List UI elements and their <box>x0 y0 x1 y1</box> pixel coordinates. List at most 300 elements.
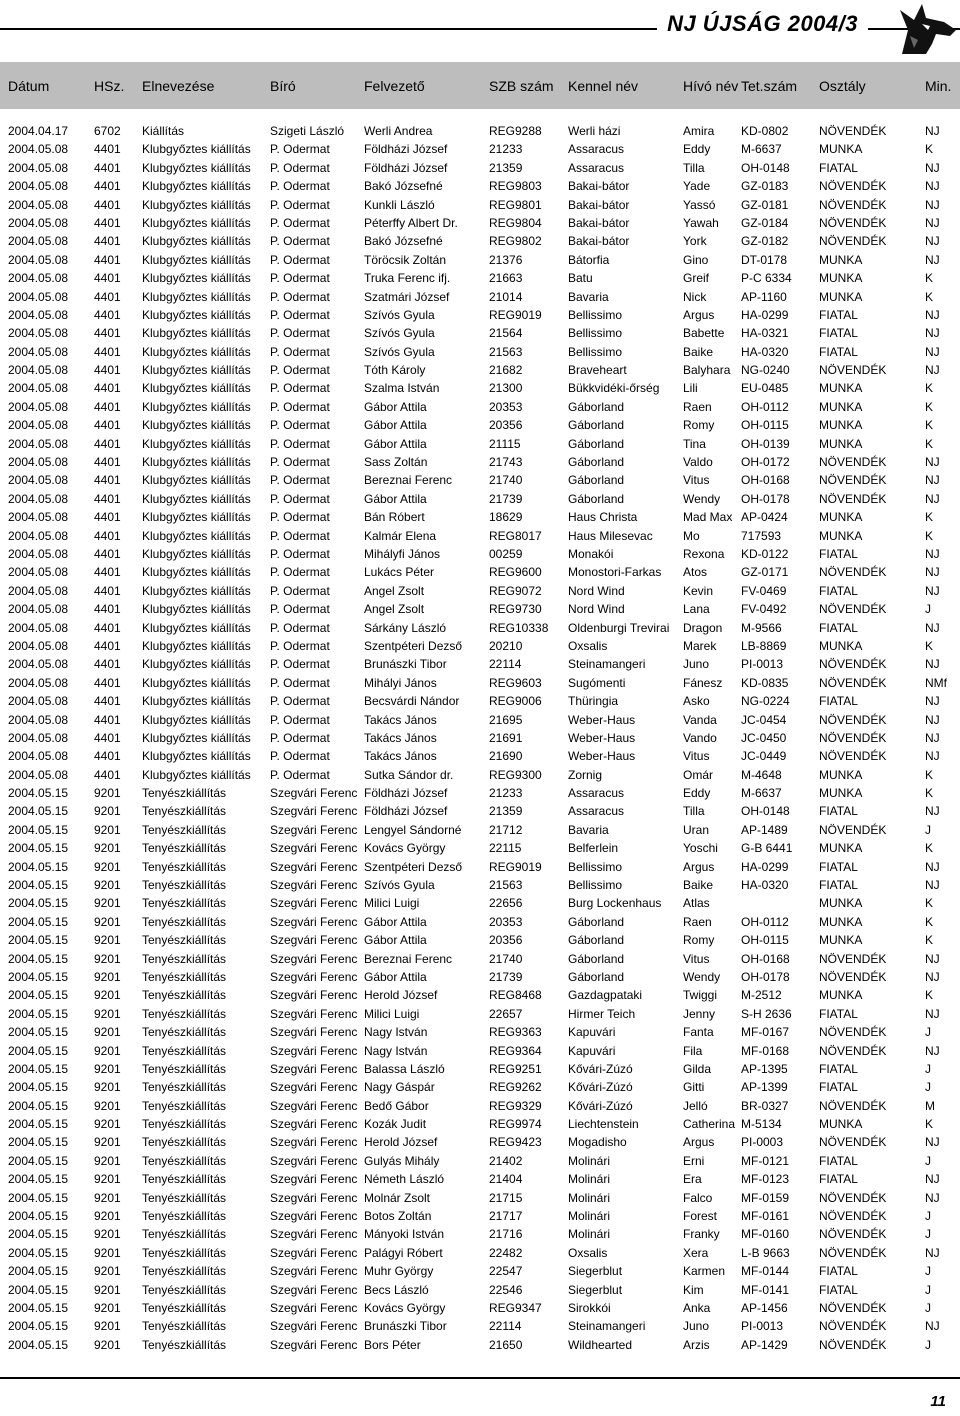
cell-handler: Angel Zsolt <box>364 583 425 598</box>
cell-rating: J <box>925 1080 931 1095</box>
cell-class: NÖVENDÉK <box>819 1301 887 1315</box>
cell-date: 2004.05.08 <box>8 565 69 580</box>
cell-tattoo: HA-0299 <box>741 859 789 874</box>
col-header-event: Elnevezése <box>142 78 215 94</box>
cell-tattoo: OH-0148 <box>741 160 790 175</box>
col-header-handler: Felvezető <box>364 78 425 94</box>
col-header-tattoo: Tet.szám <box>741 78 798 94</box>
cell-szb: 21712 <box>489 822 523 837</box>
cell-callname: Babette <box>683 326 725 341</box>
col-header-kennel: Kennel név <box>568 78 639 94</box>
cell-hsz: 9201 <box>94 786 121 801</box>
cell-callname: Vanda <box>683 712 717 727</box>
cell-hsz: 9201 <box>94 1227 121 1242</box>
cell-callname: Yoschi <box>683 841 718 856</box>
cell-callname: Raen <box>683 399 712 414</box>
cell-judge: P. Odermat <box>270 436 330 451</box>
cell-hsz: 9201 <box>94 1264 121 1279</box>
cell-tattoo: KD-0802 <box>741 124 789 138</box>
cell-date: 2004.05.15 <box>8 1080 69 1095</box>
cell-callname: Catherina <box>683 1117 736 1132</box>
table-row <box>0 288 960 306</box>
cell-class: NÖVENDÉK <box>819 951 887 966</box>
german-shepherd-head-icon <box>892 0 960 56</box>
cell-handler: Milici Luigi <box>364 1006 420 1021</box>
cell-hsz: 9201 <box>94 1117 121 1132</box>
cell-rating: NJ <box>925 859 940 874</box>
cell-date: 2004.05.15 <box>8 878 69 893</box>
cell-tattoo: MF-0168 <box>741 1043 790 1058</box>
table-row <box>0 858 960 876</box>
masthead <box>0 0 960 58</box>
cell-rating: NJ <box>925 620 940 635</box>
cell-hsz: 4401 <box>94 160 121 175</box>
cell-tattoo: BR-0327 <box>741 1098 789 1113</box>
cell-rating: K <box>925 381 934 396</box>
cell-hsz: 9201 <box>94 951 121 966</box>
cell-rating: K <box>925 638 934 653</box>
table-row <box>0 508 960 526</box>
cell-rating: J <box>925 822 931 837</box>
cell-tattoo: AP-0424 <box>741 510 788 525</box>
table-row <box>0 766 960 784</box>
cell-szb: REG9251 <box>489 1061 542 1076</box>
cell-kennel: Bükkvidéki-őrség <box>568 381 660 396</box>
cell-date: 2004.05.15 <box>8 1025 69 1040</box>
cell-class: NÖVENDÉK <box>819 1043 887 1058</box>
cell-callname: Arzis <box>683 1337 710 1352</box>
cell-szb: REG9364 <box>489 1043 542 1058</box>
cell-szb: 21740 <box>489 951 523 966</box>
cell-date: 2004.05.15 <box>8 1245 69 1260</box>
cell-handler: Lukács Péter <box>364 565 435 580</box>
col-header-callname: Hívó név <box>683 78 739 94</box>
cell-date: 2004.05.08 <box>8 252 69 267</box>
cell-rating: NJ <box>925 252 940 267</box>
cell-judge: Szegvári Ferenc <box>270 951 358 966</box>
cell-callname: Vitus <box>683 473 710 488</box>
cell-kennel: Sugómenti <box>568 675 626 690</box>
cell-class: NÖVENDÉK <box>819 455 887 470</box>
cell-rating: K <box>925 914 934 929</box>
cell-hsz: 9201 <box>94 1245 121 1260</box>
cell-class: MUNKA <box>819 1117 863 1132</box>
cell-rating: NJ <box>925 730 940 745</box>
cell-class: NÖVENDÉK <box>819 1209 887 1224</box>
cell-class: FIATAL <box>819 1282 858 1297</box>
cell-date: 2004.05.08 <box>8 583 69 598</box>
cell-class: NÖVENDÉK <box>819 215 887 230</box>
cell-judge: Szegvári Ferenc <box>270 1245 358 1260</box>
cell-judge: P. Odermat <box>270 546 330 561</box>
cell-handler: Gábor Attila <box>364 491 427 506</box>
cell-rating: NJ <box>925 1006 940 1021</box>
cell-date: 2004.05.08 <box>8 767 69 782</box>
page-number: 11 <box>930 1393 946 1410</box>
cell-judge: P. Odermat <box>270 638 330 653</box>
cell-class: MUNKA <box>819 914 863 929</box>
cell-event: Klubgyőztes kiállítás <box>142 326 251 341</box>
table-row <box>0 747 960 765</box>
cell-hsz: 4401 <box>94 767 121 782</box>
cell-callname: Uran <box>683 822 710 837</box>
col-header-rating: Min. <box>925 78 952 94</box>
cell-handler: Molnár Zsolt <box>364 1190 431 1205</box>
cell-event: Tenyészkiállítás <box>142 1245 227 1260</box>
cell-rating: NJ <box>925 491 940 506</box>
cell-event: Tenyészkiállítás <box>142 1301 227 1315</box>
cell-szb: REG9006 <box>489 694 542 709</box>
cell-callname: Gino <box>683 252 709 267</box>
cell-rating: NMf <box>925 675 947 690</box>
cell-judge: P. Odermat <box>270 234 330 249</box>
cell-class: MUNKA <box>819 933 863 948</box>
cell-class: NÖVENDÉK <box>819 1227 887 1242</box>
cell-rating: K <box>925 510 934 525</box>
cell-judge: Szegvári Ferenc <box>270 1061 358 1076</box>
cell-date: 2004.05.15 <box>8 1135 69 1150</box>
cell-callname: Rexona <box>683 546 725 561</box>
cell-hsz: 9201 <box>94 914 121 929</box>
cell-tattoo: AP-1399 <box>741 1080 788 1095</box>
cell-judge: Szigeti László <box>270 124 345 138</box>
cell-szb: REG9803 <box>489 179 542 194</box>
cell-kennel: Gáborland <box>568 418 625 433</box>
cell-callname: Mad Max <box>683 510 733 525</box>
table-row <box>0 122 960 140</box>
cell-kennel: Steinamangeri <box>568 657 646 672</box>
cell-szb: 22656 <box>489 896 523 911</box>
cell-hsz: 9201 <box>94 969 121 984</box>
table-row <box>0 159 960 177</box>
cell-hsz: 9201 <box>94 1043 121 1058</box>
cell-callname: Forest <box>683 1209 718 1224</box>
cell-date: 2004.05.08 <box>8 418 69 433</box>
cell-tattoo: LB-8869 <box>741 638 787 653</box>
cell-rating: NJ <box>925 363 940 378</box>
cell-date: 2004.05.15 <box>8 1190 69 1205</box>
cell-handler: Becs László <box>364 1282 429 1297</box>
cell-kennel: Bakai-bátor <box>568 179 630 194</box>
cell-rating: NJ <box>925 1043 940 1058</box>
cell-event: Tenyészkiállítás <box>142 1025 227 1040</box>
table-row <box>0 1225 960 1243</box>
cell-kennel: Werli házi <box>568 124 621 138</box>
cell-callname: Twiggi <box>683 988 718 1003</box>
cell-szb: 21695 <box>489 712 523 727</box>
cell-szb: REG9423 <box>489 1135 542 1150</box>
cell-date: 2004.05.08 <box>8 271 69 286</box>
cell-rating: J <box>925 1025 931 1040</box>
cell-rating: NJ <box>925 969 940 984</box>
cell-class: NÖVENDÉK <box>819 1098 887 1113</box>
cell-tattoo: HA-0321 <box>741 326 789 341</box>
cell-judge: P. Odermat <box>270 694 330 709</box>
cell-hsz: 9201 <box>94 1190 121 1205</box>
cell-callname: Tina <box>683 436 706 451</box>
cell-handler: Brunászki Tibor <box>364 657 447 672</box>
cell-handler: Bereznai Ferenc <box>364 951 453 966</box>
cell-handler: Kozák Judit <box>364 1117 427 1132</box>
cell-rating: K <box>925 142 934 157</box>
table-row <box>0 619 960 637</box>
cell-kennel: Weber-Haus <box>568 730 636 745</box>
cell-event: Tenyészkiállítás <box>142 933 227 948</box>
cell-class: FIATAL <box>819 160 858 175</box>
cell-szb: 21715 <box>489 1190 523 1205</box>
cell-hsz: 9201 <box>94 1098 121 1113</box>
cell-class: MUNKA <box>819 510 863 525</box>
cell-szb: REG9019 <box>489 859 542 874</box>
cell-hsz: 4401 <box>94 363 121 378</box>
cell-szb: 21563 <box>489 878 523 893</box>
cell-tattoo: PI-0013 <box>741 657 784 672</box>
cell-hsz: 4401 <box>94 730 121 745</box>
cell-judge: Szegvári Ferenc <box>270 804 358 819</box>
cell-rating: J <box>925 1153 931 1168</box>
cell-handler: Szívós Gyula <box>364 878 435 893</box>
cell-event: Klubgyőztes kiállítás <box>142 179 251 194</box>
cell-class: FIATAL <box>819 804 858 819</box>
cell-szb: 21233 <box>489 786 523 801</box>
cell-date: 2004.05.08 <box>8 657 69 672</box>
cell-szb: 22114 <box>489 1319 522 1334</box>
cell-kennel: Assaracus <box>568 160 625 175</box>
cell-kennel: Assaracus <box>568 142 625 157</box>
cell-kennel: Bavaria <box>568 822 609 837</box>
cell-event: Klubgyőztes kiállítás <box>142 546 251 561</box>
cell-handler: Kovács György <box>364 1301 446 1315</box>
cell-hsz: 9201 <box>94 1301 121 1315</box>
cell-judge: P. Odermat <box>270 712 330 727</box>
table-row <box>0 600 960 618</box>
cell-judge: Szegvári Ferenc <box>270 1319 358 1334</box>
cell-tattoo: GZ-0182 <box>741 234 789 249</box>
cell-szb: 21014 <box>489 289 523 304</box>
cell-szb: 21740 <box>489 473 523 488</box>
cell-szb: 21691 <box>489 730 523 745</box>
cell-hsz: 6702 <box>94 124 121 138</box>
cell-szb: 00259 <box>489 546 523 561</box>
cell-date: 2004.05.15 <box>8 1117 69 1132</box>
cell-szb: 21682 <box>489 363 523 378</box>
cell-kennel: Mogadisho <box>568 1135 627 1150</box>
cell-rating: NJ <box>925 712 940 727</box>
cell-callname: Valdo <box>683 455 713 470</box>
cell-tattoo: GZ-0184 <box>741 215 789 230</box>
cell-rating: K <box>925 271 934 286</box>
cell-callname: Era <box>683 1172 702 1187</box>
col-header-date: Dátum <box>8 78 50 94</box>
cell-date: 2004.05.08 <box>8 602 69 617</box>
cell-kennel: Bavaria <box>568 289 609 304</box>
cell-event: Tenyészkiállítás <box>142 1006 227 1021</box>
cell-hsz: 4401 <box>94 307 121 322</box>
cell-kennel: Molinári <box>568 1209 611 1224</box>
cell-date: 2004.05.15 <box>8 1227 69 1242</box>
cell-kennel: Monostori-Farkas <box>568 565 662 580</box>
cell-handler: Gábor Attila <box>364 914 427 929</box>
cell-class: MUNKA <box>819 988 863 1003</box>
cell-tattoo: KD-0122 <box>741 546 789 561</box>
cell-judge: Szegvári Ferenc <box>270 1153 358 1168</box>
table-row <box>0 1097 960 1115</box>
cell-hsz: 4401 <box>94 638 121 653</box>
cell-callname: York <box>683 234 707 249</box>
cell-judge: P. Odermat <box>270 326 330 341</box>
cell-kennel: Gáborland <box>568 399 625 414</box>
cell-class: NÖVENDÉK <box>819 124 887 138</box>
cell-judge: Szegvári Ferenc <box>270 1172 358 1187</box>
cell-judge: P. Odermat <box>270 528 330 543</box>
cell-class: MUNKA <box>819 841 863 856</box>
cell-kennel: Bakai-bátor <box>568 197 630 212</box>
cell-event: Klubgyőztes kiállítás <box>142 712 251 727</box>
cell-judge: Szegvári Ferenc <box>270 1135 358 1150</box>
cell-rating: K <box>925 841 934 856</box>
cell-class: FIATAL <box>819 694 858 709</box>
results-table <box>0 122 960 1354</box>
cell-callname: Gilda <box>683 1061 712 1076</box>
cell-class: FIATAL <box>819 583 858 598</box>
cell-rating: NJ <box>925 197 940 212</box>
cell-event: Klubgyőztes kiállítás <box>142 252 251 267</box>
cell-event: Klubgyőztes kiállítás <box>142 694 251 709</box>
cell-handler: Földházi József <box>364 786 448 801</box>
cell-event: Tenyészkiállítás <box>142 1282 227 1297</box>
cell-class: MUNKA <box>819 142 863 157</box>
cell-hsz: 4401 <box>94 675 121 690</box>
cell-kennel: Kővári-Zúzó <box>568 1061 633 1076</box>
cell-kennel: Bellissimo <box>568 344 623 359</box>
cell-hsz: 4401 <box>94 326 121 341</box>
cell-class: MUNKA <box>819 289 863 304</box>
cell-tattoo: JC-0449 <box>741 749 787 764</box>
cell-kennel: Monakói <box>568 546 614 561</box>
cell-hsz: 9201 <box>94 1135 121 1150</box>
cell-judge: Szegvári Ferenc <box>270 969 358 984</box>
cell-handler: Bedő Gábor <box>364 1098 429 1113</box>
cell-rating: J <box>925 1209 931 1224</box>
cell-tattoo: FV-0492 <box>741 602 787 617</box>
table-row <box>0 1317 960 1335</box>
cell-tattoo: OH-0172 <box>741 455 790 470</box>
cell-handler: Truka Ferenc ifj. <box>364 271 451 286</box>
cell-kennel: Oxsalis <box>568 638 608 653</box>
cell-handler: Péterffy Albert Dr. <box>364 215 458 230</box>
cell-szb: REG9802 <box>489 234 542 249</box>
cell-kennel: Kapuvári <box>568 1025 616 1040</box>
cell-szb: 22482 <box>489 1245 523 1260</box>
cell-hsz: 4401 <box>94 436 121 451</box>
cell-hsz: 4401 <box>94 491 121 506</box>
cell-handler: Bakó Józsefné <box>364 234 443 249</box>
cell-hsz: 4401 <box>94 197 121 212</box>
cell-tattoo: GZ-0183 <box>741 179 789 194</box>
cell-class: NÖVENDÉK <box>819 657 887 672</box>
cell-tattoo: OH-0148 <box>741 804 790 819</box>
cell-hsz: 9201 <box>94 1025 121 1040</box>
table-header <box>0 62 960 109</box>
cell-kennel: Liechtenstein <box>568 1117 639 1132</box>
cell-szb: 21739 <box>489 969 523 984</box>
cell-event: Klubgyőztes kiállítás <box>142 307 251 322</box>
cell-szb: REG9262 <box>489 1080 542 1095</box>
cell-kennel: Nord Wind <box>568 583 625 598</box>
cell-handler: Mihályi János <box>364 675 437 690</box>
cell-rating: NJ <box>925 657 940 672</box>
cell-event: Klubgyőztes kiállítás <box>142 215 251 230</box>
cell-judge: P. Odermat <box>270 399 330 414</box>
cell-class: NÖVENDÉK <box>819 730 887 745</box>
cell-tattoo: OH-0112 <box>741 399 789 414</box>
cell-class: NÖVENDÉK <box>819 491 887 506</box>
table-row <box>0 1299 960 1317</box>
cell-hsz: 9201 <box>94 1153 121 1168</box>
cell-class: NÖVENDÉK <box>819 1135 887 1150</box>
cell-hsz: 9201 <box>94 859 121 874</box>
table-row <box>0 1042 960 1060</box>
cell-callname: Argus <box>683 1135 715 1150</box>
cell-rating: NJ <box>925 565 940 580</box>
cell-tattoo: M-4648 <box>741 767 782 782</box>
cell-callname: Yade <box>683 179 711 194</box>
table-row <box>0 196 960 214</box>
cell-event: Klubgyőztes kiállítás <box>142 197 251 212</box>
cell-kennel: Gazdagpataki <box>568 988 643 1003</box>
cell-tattoo: OH-0139 <box>741 436 790 451</box>
col-header-szb: SZB szám <box>489 78 554 94</box>
cell-hsz: 9201 <box>94 1006 121 1021</box>
cell-judge: Szegvári Ferenc <box>270 896 358 911</box>
cell-tattoo: 717593 <box>741 528 782 543</box>
cell-class: NÖVENDÉK <box>819 712 887 727</box>
cell-tattoo: MF-0144 <box>741 1264 790 1279</box>
cell-event: Tenyészkiállítás <box>142 896 227 911</box>
cell-hsz: 9201 <box>94 933 121 948</box>
cell-callname: Vando <box>683 730 717 745</box>
cell-callname: Romy <box>683 933 715 948</box>
cell-judge: P. Odermat <box>270 565 330 580</box>
cell-kennel: Siegerblut <box>568 1282 623 1297</box>
cell-rating: NJ <box>925 215 940 230</box>
cell-event: Tenyészkiállítás <box>142 1153 227 1168</box>
cell-kennel: Burg Lockenhaus <box>568 896 662 911</box>
cell-rating: K <box>925 436 934 451</box>
cell-kennel: Gáborland <box>568 933 625 948</box>
table-row <box>0 398 960 416</box>
cell-class: NÖVENDÉK <box>819 675 887 690</box>
cell-event: Klubgyőztes kiállítás <box>142 602 251 617</box>
cell-kennel: Molinári <box>568 1190 611 1205</box>
table-row <box>0 1115 960 1133</box>
cell-event: Tenyészkiállítás <box>142 1227 227 1242</box>
cell-event: Tenyészkiállítás <box>142 1135 227 1150</box>
cell-callname: Fila <box>683 1043 703 1058</box>
cell-class: MUNKA <box>819 399 863 414</box>
table-row <box>0 655 960 673</box>
cell-handler: Gábor Attila <box>364 436 427 451</box>
cell-callname: Erni <box>683 1153 705 1168</box>
cell-judge: P. Odermat <box>270 160 330 175</box>
cell-judge: P. Odermat <box>270 179 330 194</box>
cell-date: 2004.05.15 <box>8 969 69 984</box>
cell-event: Klubgyőztes kiállítás <box>142 455 251 470</box>
cell-handler: Kovács György <box>364 841 446 856</box>
cell-hsz: 4401 <box>94 565 121 580</box>
cell-event: Tenyészkiállítás <box>142 1117 227 1132</box>
cell-handler: Werli Andrea <box>364 124 433 138</box>
